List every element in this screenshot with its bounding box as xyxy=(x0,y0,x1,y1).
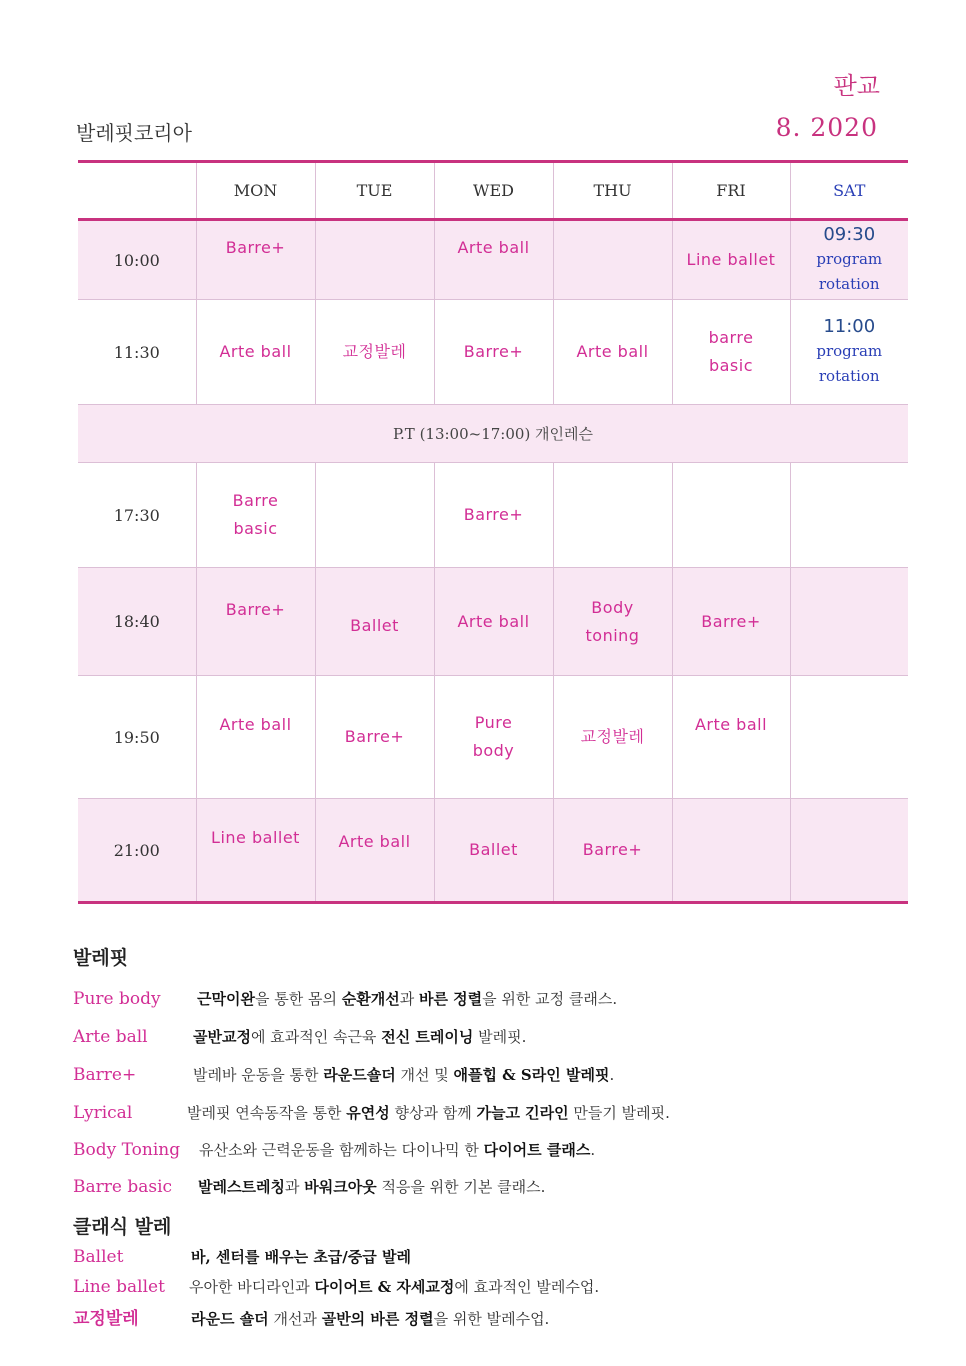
class-cell xyxy=(196,300,315,405)
desc-item: 교정발레 라운드 숄더 개선과 골반의 바른 정렬을 위한 발레수업. xyxy=(73,1304,933,1329)
class-cell xyxy=(553,568,672,676)
class-cell xyxy=(196,799,315,903)
day-header: WED xyxy=(434,162,553,220)
class-label: Arte ball xyxy=(576,342,649,361)
class-name: Lyrical xyxy=(73,1103,133,1123)
sat-note: rotation xyxy=(818,367,880,385)
sat-note: program xyxy=(816,342,883,360)
class-label: Arte ball xyxy=(457,238,530,257)
class-cell xyxy=(553,799,672,903)
desc-item: Pure body 근막이완을 통한 몸의 순환개선과 바른 정렬을 위한 교정 클래스. xyxy=(73,989,618,1009)
day-header: TUE xyxy=(315,162,434,220)
day-header-sat: SAT xyxy=(790,162,908,220)
time-cell: 10:00 xyxy=(78,220,196,300)
class-label: Barre+ xyxy=(701,611,761,631)
schedule-row xyxy=(78,220,908,300)
desc-item: Barre basic 발레스트레칭과 바워크아웃 적응을 위한 기본 클래스. xyxy=(73,1177,546,1197)
class-cell xyxy=(672,568,790,676)
desc-item: Ballet 바, 센터를 배우는 초급/중급 발레 xyxy=(73,1247,411,1267)
class-cell xyxy=(196,463,315,568)
class-cell xyxy=(196,676,315,799)
class-cell xyxy=(553,220,672,300)
day-header: THU xyxy=(553,162,672,220)
class-label: basic xyxy=(708,356,754,375)
class-cell xyxy=(434,463,553,568)
schedule-header-row xyxy=(78,162,908,220)
desc-item: Barre+ 발레바 운동을 통한 라운드숄더 개선 및 애플힙 & S라인 발레핏. xyxy=(73,1065,615,1085)
class-name: 교정발레 xyxy=(73,1309,139,1329)
pt-row xyxy=(78,405,908,463)
class-label: basic xyxy=(233,519,278,538)
classical-title: 클래식 발레 xyxy=(73,1216,172,1238)
class-cell xyxy=(553,300,672,405)
class-label: toning xyxy=(585,625,640,645)
class-label: 교정발레 xyxy=(342,342,407,361)
time-cell: 18:40 xyxy=(78,568,196,676)
schedule-row xyxy=(78,676,908,799)
class-label: Arte ball xyxy=(338,832,411,851)
corner-cell xyxy=(78,162,196,220)
class-label: Arte ball xyxy=(219,715,292,734)
class-cell xyxy=(434,676,553,799)
class-cell xyxy=(672,463,790,568)
class-label: Barre+ xyxy=(463,505,524,524)
class-label: Barre+ xyxy=(225,238,286,257)
class-label: Arte ball xyxy=(219,342,292,361)
brand-name: 발레핏코리아 xyxy=(76,121,192,145)
class-name: Arte ball xyxy=(73,1027,148,1047)
sat-note: rotation xyxy=(818,275,880,293)
sat-cell xyxy=(790,676,908,799)
class-label: Barre+ xyxy=(344,727,405,746)
class-cell xyxy=(672,300,790,405)
class-cell xyxy=(672,799,790,903)
desc-item: Lyrical 발레핏 연속동작을 통한 유연성 향상과 함께 가늘고 긴라인 만들기 발레핏. xyxy=(73,1103,670,1123)
balletfit-title: 발레핏 xyxy=(73,947,129,969)
class-label: Line ballet xyxy=(211,828,300,847)
class-label: 교정발레 xyxy=(580,727,645,746)
class-cell xyxy=(553,463,672,568)
sat-time: 11:00 xyxy=(823,316,876,337)
class-name: Pure body xyxy=(73,989,161,1009)
desc-item: Arte ball 골반교정에 효과적인 속근육 전신 트레이닝 발레핏. xyxy=(73,1027,527,1047)
class-label: Arte ball xyxy=(694,715,768,734)
class-cell xyxy=(315,220,434,300)
sat-note: program xyxy=(816,250,883,268)
pt-cell: P.T (13:00~17:00) 개인레슨 xyxy=(78,405,908,463)
class-label: Line ballet xyxy=(686,250,776,269)
class-cell xyxy=(434,300,553,405)
class-label: Ballet xyxy=(350,615,399,635)
class-name: Body Toning xyxy=(73,1140,181,1160)
time-cell: 11:30 xyxy=(113,342,160,362)
class-label: Body xyxy=(591,597,634,617)
class-name: Barre basic xyxy=(73,1177,173,1197)
desc-item: Line ballet 우아한 바디라인과 다이어트 & 자세교정에 효과적인 발레수업. xyxy=(73,1277,600,1297)
desc-item: Body Toning 유산소와 근력운동을 함께하는 다이나믹 한 다이어트 클래스. xyxy=(73,1140,596,1160)
class-cell xyxy=(315,463,434,568)
time-cell: 21:00 xyxy=(78,799,196,903)
sat-cell xyxy=(790,568,908,676)
class-name: Line ballet xyxy=(73,1277,165,1297)
class-label: Barre+ xyxy=(582,840,643,859)
schedule-row xyxy=(78,300,908,405)
time-cell: 17:30 xyxy=(113,505,160,525)
class-label: Barre+ xyxy=(463,342,524,361)
sat-cell xyxy=(790,300,908,405)
class-label: barre xyxy=(708,328,754,347)
class-cell xyxy=(553,676,672,799)
sat-cell xyxy=(790,799,908,903)
class-cell xyxy=(315,799,434,903)
schedule-row xyxy=(78,568,908,676)
class-name: Ballet xyxy=(73,1247,124,1267)
class-cell xyxy=(434,220,553,300)
class-name: Barre+ xyxy=(73,1065,137,1085)
day-header: FRI xyxy=(672,162,790,220)
schedule-row xyxy=(78,463,908,568)
location-label: 판교 xyxy=(833,72,880,100)
sat-time: 09:30 xyxy=(823,224,876,245)
class-label: Arte ball xyxy=(457,611,530,631)
class-label: body xyxy=(472,741,515,760)
class-label: Pure xyxy=(474,713,513,732)
class-label: Barre+ xyxy=(225,599,286,619)
schedule-table xyxy=(78,160,908,904)
sat-cell xyxy=(790,463,908,568)
class-label: Barre xyxy=(232,491,279,510)
class-cell xyxy=(672,220,790,300)
class-cell xyxy=(196,568,315,676)
day-header: MON xyxy=(196,162,315,220)
class-label: Ballet xyxy=(469,840,518,859)
class-cell xyxy=(196,220,315,300)
schedule-row xyxy=(78,799,908,903)
class-cell xyxy=(315,676,434,799)
class-cell xyxy=(434,799,553,903)
class-cell xyxy=(434,568,553,676)
time-cell: 19:50 xyxy=(113,727,160,747)
month-label: 8. 2020 xyxy=(775,113,878,142)
class-cell xyxy=(315,300,434,405)
class-cell xyxy=(315,568,434,676)
class-cell xyxy=(672,676,790,799)
sat-cell xyxy=(790,220,908,300)
